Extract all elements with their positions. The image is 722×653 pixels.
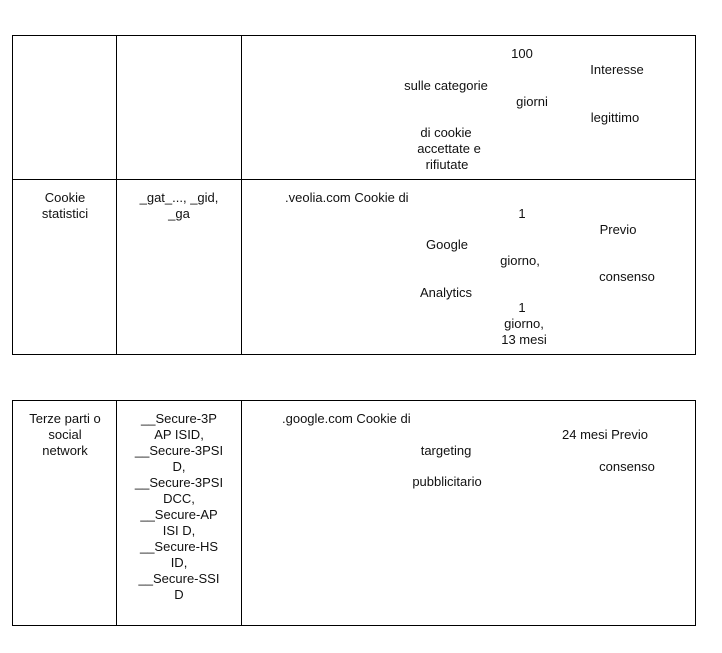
domain-type-text: .veolia.com Cookie di bbox=[285, 190, 409, 205]
purpose-text: pubblicitario bbox=[412, 474, 482, 489]
column-divider bbox=[241, 36, 242, 354]
duration-value: 1 bbox=[518, 206, 526, 221]
domain-type-text: .google.com Cookie di bbox=[282, 411, 411, 426]
column-divider bbox=[241, 401, 242, 625]
description-text: sulle categorie bbox=[404, 78, 488, 93]
cookie-table-2 bbox=[12, 400, 696, 626]
legal-basis-text: consenso bbox=[599, 269, 655, 284]
duration-unit: giorni bbox=[516, 94, 548, 109]
column-divider bbox=[116, 36, 117, 354]
description-text: di cookie bbox=[420, 125, 472, 140]
duration-value: 100 bbox=[511, 46, 533, 61]
duration-value: giorno, bbox=[504, 316, 544, 331]
category-text: Terze parti o bbox=[29, 411, 101, 426]
cookie-name-line: DCC, bbox=[163, 491, 195, 506]
cookie-name-line: __Secure-3PSI bbox=[134, 443, 224, 458]
cookie-name-line: __Secure-3PSI bbox=[134, 475, 224, 490]
row-divider bbox=[13, 179, 695, 180]
cookie-names-text: _ga bbox=[168, 206, 190, 221]
cookie-name-line: __Secure-HS bbox=[139, 539, 219, 554]
cookie-name-line: ID, bbox=[170, 555, 188, 570]
cookie-table-1 bbox=[12, 35, 696, 355]
legal-basis-text: Previo bbox=[599, 222, 637, 237]
duration-value: giorno, bbox=[500, 253, 540, 268]
duration-value: 13 mesi bbox=[501, 332, 547, 347]
cookie-name-line: __Secure-3P bbox=[141, 411, 217, 426]
column-divider bbox=[116, 401, 117, 625]
description-text: accettate e bbox=[417, 141, 481, 156]
cookie-name-line: __Secure-SSI bbox=[138, 571, 220, 586]
category-text: social bbox=[48, 427, 82, 442]
legal-basis-text: Interesse bbox=[590, 62, 644, 77]
cookie-name-line: __Secure-AP bbox=[140, 507, 218, 522]
category-text: network bbox=[42, 443, 88, 458]
legal-basis-text: legittimo bbox=[590, 110, 640, 125]
provider-text: Google bbox=[426, 237, 468, 252]
cookie-name-line: AP ISID, bbox=[154, 427, 204, 442]
category-text: Cookie bbox=[44, 190, 86, 205]
cookie-names-text: _gat_..., _gid, bbox=[139, 190, 219, 205]
cookie-name-line: D bbox=[174, 587, 184, 602]
description-text: rifiutate bbox=[425, 157, 469, 172]
purpose-text: targeting bbox=[420, 443, 472, 458]
cookie-name-line: ISI D, bbox=[162, 523, 196, 538]
provider-text: Analytics bbox=[419, 285, 473, 300]
category-text: statistici bbox=[41, 206, 89, 221]
duration-basis-text: 24 mesi Previo bbox=[562, 427, 648, 442]
cookie-name-line: D, bbox=[172, 459, 186, 474]
duration-value: 1 bbox=[518, 300, 526, 315]
legal-basis-text: consenso bbox=[599, 459, 655, 474]
